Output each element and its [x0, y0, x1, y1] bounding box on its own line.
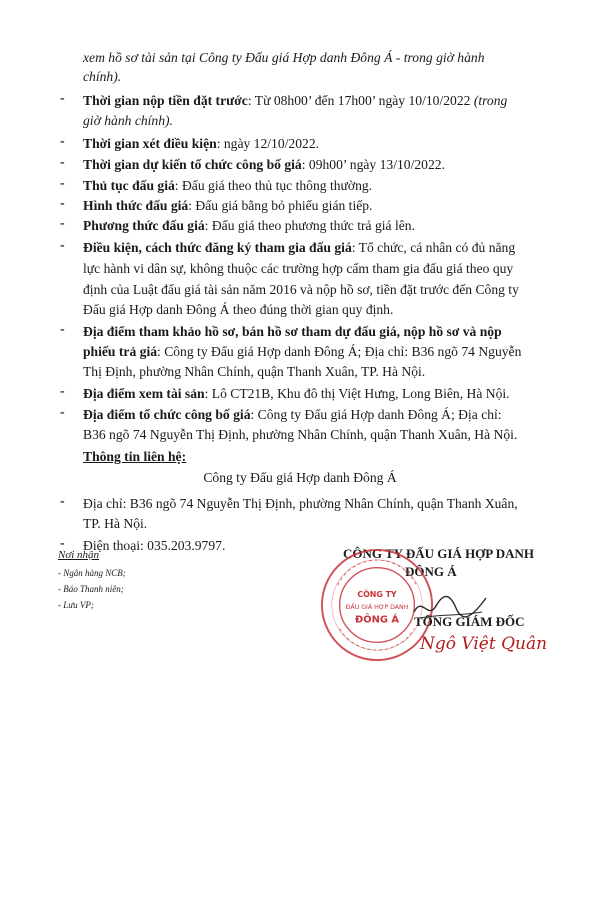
procedure-text: : Đấu giá theo thủ tục thông thường.: [174, 178, 373, 193]
deposit-text: : Từ 08h00’ đến 17h00’ ngày 10/10/2022: [247, 93, 474, 108]
method-label: Phương thức đấu giá: [83, 218, 205, 233]
deposit-label: Thời gian nộp tiền đặt trước: [83, 93, 248, 108]
recipients-heading: Nơi nhận: [58, 549, 100, 561]
bullet: -: [60, 216, 65, 231]
announce-time-text: : 09h00’ ngày 13/10/2022.: [301, 157, 445, 172]
bullet: -: [60, 322, 65, 337]
location-announce-label: Địa điểm tổ chức công bố giá: [83, 407, 251, 422]
announce-time-item: [83, 155, 445, 174]
stamp-line-3: ĐÔNG Á: [355, 614, 399, 626]
bullet: -: [60, 238, 65, 253]
location-docs-label-2: phiếu trả giá: [83, 344, 158, 359]
conditions-text-4: Đấu giá Hợp danh Đông Á theo đúng thời gian quy định.: [83, 302, 394, 317]
bullet: -: [60, 494, 65, 509]
conditions-text-2: lực hành vi dân sự, không thuộc các trường hợp cấm tham gia đấu giá theo quy: [83, 261, 514, 276]
review-label: Thời gian xét điều kiện: [83, 136, 217, 151]
review-item: [83, 134, 319, 153]
text-line-2: chính).: [83, 69, 122, 84]
signature-org-1: CÔNG TY ĐẤU GIÁ HỢP DANH: [343, 546, 535, 561]
deposit-item: [83, 91, 507, 110]
review-text: : ngày 12/10/2022.: [216, 136, 320, 151]
location-docs-label-1: Địa điểm tham khảo hồ sơ, bán hồ sơ tham dự đấu giá, nộp hồ sơ và nộp: [83, 324, 502, 339]
form-text: : Đấu giá bằng bỏ phiếu gián tiếp.: [188, 198, 373, 213]
location-announce-item: [83, 405, 502, 424]
location-view-text: : Lô CT21B, Khu đô thị Việt Hưng, Long Biên, Hà Nội.: [204, 386, 510, 401]
contact-address-2: TP. Hà Nội.: [83, 516, 148, 531]
stamp-line-2: ĐẤU GIÁ HỢP DANH: [345, 603, 409, 611]
bullet: -: [60, 134, 65, 149]
bullet: -: [60, 91, 65, 106]
location-docs-text-2: : Công ty Đấu giá Hợp danh Đông Á; Địa chỉ: B36 ngõ 74 Nguyễn: [157, 344, 522, 359]
signature-role: TỔNG GIÁM ĐỐC: [414, 614, 525, 629]
deposit-note: (trong: [473, 93, 508, 108]
conditions-label: Điều kiện, cách thức đăng ký tham gia đấu giá: [83, 240, 352, 255]
recipient-item: - Ngân hàng NCB;: [58, 568, 126, 578]
conditions-item: [83, 238, 515, 257]
recipient-item: - Lưu VP;: [58, 600, 94, 610]
signature-org-2: ĐÔNG Á: [405, 564, 457, 579]
stamp-line-1: CÔNG TY: [357, 590, 397, 600]
bullet: -: [60, 405, 65, 420]
location-announce-text-2: B36 ngõ 74 Nguyễn Thị Định, phường Nhân Chính, quận Thanh Xuân, Hà Nội.: [83, 427, 518, 442]
procedure-label: Thủ tục đấu giá: [83, 178, 175, 193]
text-line-1: xem hồ sơ tài sản tại Công ty Đấu giá Hợp danh Đông Á - trong giờ hành: [83, 50, 485, 65]
location-announce-text-1: : Công ty Đấu giá Hợp danh Đông Á; Địa chỉ:: [250, 407, 502, 422]
form-item: [83, 196, 372, 215]
bullet: -: [60, 384, 65, 399]
location-view-item: [83, 384, 510, 403]
procedure-item: [83, 176, 372, 195]
contact-phone: Điện thoại: 035.203.9797.: [83, 538, 226, 553]
location-docs-line-2: [83, 342, 521, 361]
bullet: -: [60, 536, 65, 551]
announce-time-label: Thời gian dự kiến tổ chức công bố giá: [83, 157, 302, 172]
deposit-note-2: giờ hành chính).: [83, 113, 173, 128]
form-label: Hình thức đấu giá: [83, 198, 189, 213]
conditions-text-1: : Tổ chức, cá nhân có đủ năng: [351, 240, 516, 255]
signature-name: Ngô Việt Quân: [420, 634, 548, 654]
method-text: : Đấu giá theo phương thức trả giá lên.: [204, 218, 415, 233]
location-docs-text-3: Thị Định, phường Nhân Chính, quận Thanh Xuân, TP. Hà Nội.: [83, 364, 426, 379]
contact-address-1: Địa chỉ: B36 ngõ 74 Nguyễn Thị Định, phường Nhân Chính, quận Thanh Xuân,: [83, 496, 518, 511]
contact-company: Công ty Đấu giá Hợp danh Đông Á: [203, 470, 397, 485]
location-view-label: Địa điểm xem tài sản: [83, 386, 205, 401]
bullet: -: [60, 176, 65, 191]
recipient-item: - Báo Thanh niên;: [58, 584, 124, 594]
bullet: -: [60, 155, 65, 170]
contact-heading: Thông tin liên hệ:: [83, 449, 187, 464]
bullet: -: [60, 196, 65, 211]
method-item: [83, 216, 415, 235]
conditions-text-3: định của Luật đấu giá tài sản năm 2016 và nộp hồ sơ, tiền đặt trước đến Công ty: [83, 282, 519, 297]
